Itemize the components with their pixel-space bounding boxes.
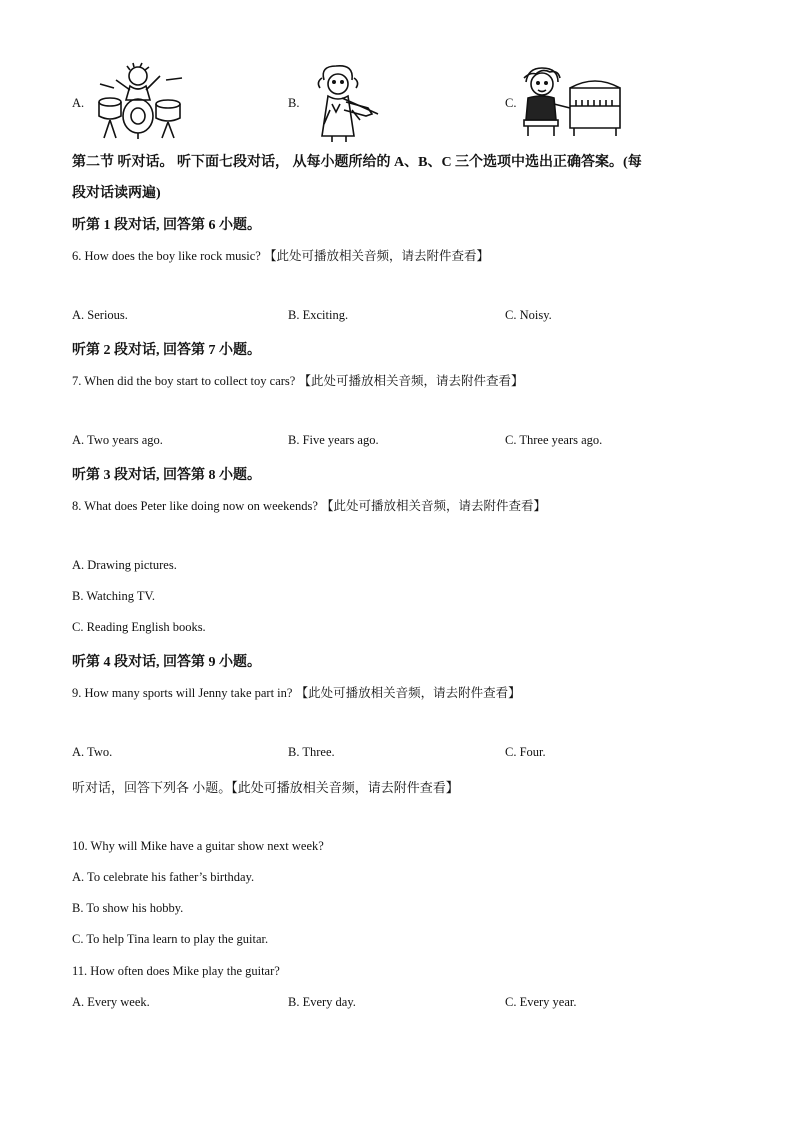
q8-option-a: A. Drawing pictures. — [72, 558, 177, 572]
question-7: 7. When did the boy start to collect toy cars? 【此处可播放相关音频，请去附件查看】 — [72, 374, 524, 388]
q8-option-b: B. Watching TV. — [72, 589, 156, 603]
q7-option-a: A. Two years ago. — [72, 433, 163, 447]
picture-label-a: A. — [72, 96, 85, 110]
q9-option-a: A. Two. — [72, 745, 113, 759]
q11-option-b: B. Every day. — [288, 995, 356, 1009]
dialogue-intro-1: 听第 1 段对话, 回答第 6 小题。 — [72, 218, 261, 233]
group-intro: 听对话，回答下列各 小题。【此处可播放相关音频，请去附件查看】 — [72, 780, 459, 795]
q10-option-b: B. To show his hobby. — [72, 901, 184, 915]
q7-option-c: C. Three years ago. — [505, 433, 603, 447]
q11-option-a: A. Every week. — [72, 995, 150, 1009]
drummer-icon — [94, 62, 186, 140]
violinist-icon — [302, 64, 384, 142]
q7-option-b: B. Five years ago. — [288, 433, 379, 447]
dialogue-intro-4: 听第 4 段对话, 回答第 9 小题。 — [72, 655, 261, 670]
picture-label-c: C. — [505, 96, 517, 110]
q9-option-b: B. Three. — [288, 745, 335, 759]
q10-option-c: C. To help Tina learn to play the guitar. — [72, 932, 269, 946]
picture-label-b: B. — [288, 96, 300, 110]
question-11: 11. How often does Mike play the guitar? — [72, 964, 280, 978]
question-9: 9. How many sports will Jenny take part in? 【此处可播放相关音频，请去附件查看】 — [72, 686, 521, 700]
q6-option-b: B. Exciting. — [288, 308, 349, 322]
q6-option-a: A. Serious. — [72, 308, 128, 322]
q11-option-c: C. Every year. — [505, 995, 577, 1009]
question-8: 8. What does Peter like doing now on weekends? 【此处可播放相关音频，请去附件查看】 — [72, 499, 547, 513]
q9-option-c: C. Four. — [505, 745, 546, 759]
q10-option-a: A. To celebrate his father’s birthday. — [72, 870, 255, 884]
dialogue-intro-3: 听第 3 段对话, 回答第 8 小题。 — [72, 468, 261, 483]
section-heading-cont: 段对话读两遍) — [72, 186, 161, 201]
q8-option-c: C. Reading English books. — [72, 620, 206, 634]
question-10: 10. Why will Mike have a guitar show next week? — [72, 839, 324, 853]
section-heading: 第二节 听对话。 听下面七段对话， 从每小题所给的 A、B、C 三个选项中选出正确答案。(每 — [72, 155, 642, 170]
q6-option-c: C. Noisy. — [505, 308, 552, 322]
pianist-icon — [518, 66, 628, 138]
question-6: 6. How does the boy like rock music? 【此处可播放相关音频，请去附件查看】 — [72, 249, 489, 263]
dialogue-intro-2: 听第 2 段对话, 回答第 7 小题。 — [72, 343, 261, 358]
